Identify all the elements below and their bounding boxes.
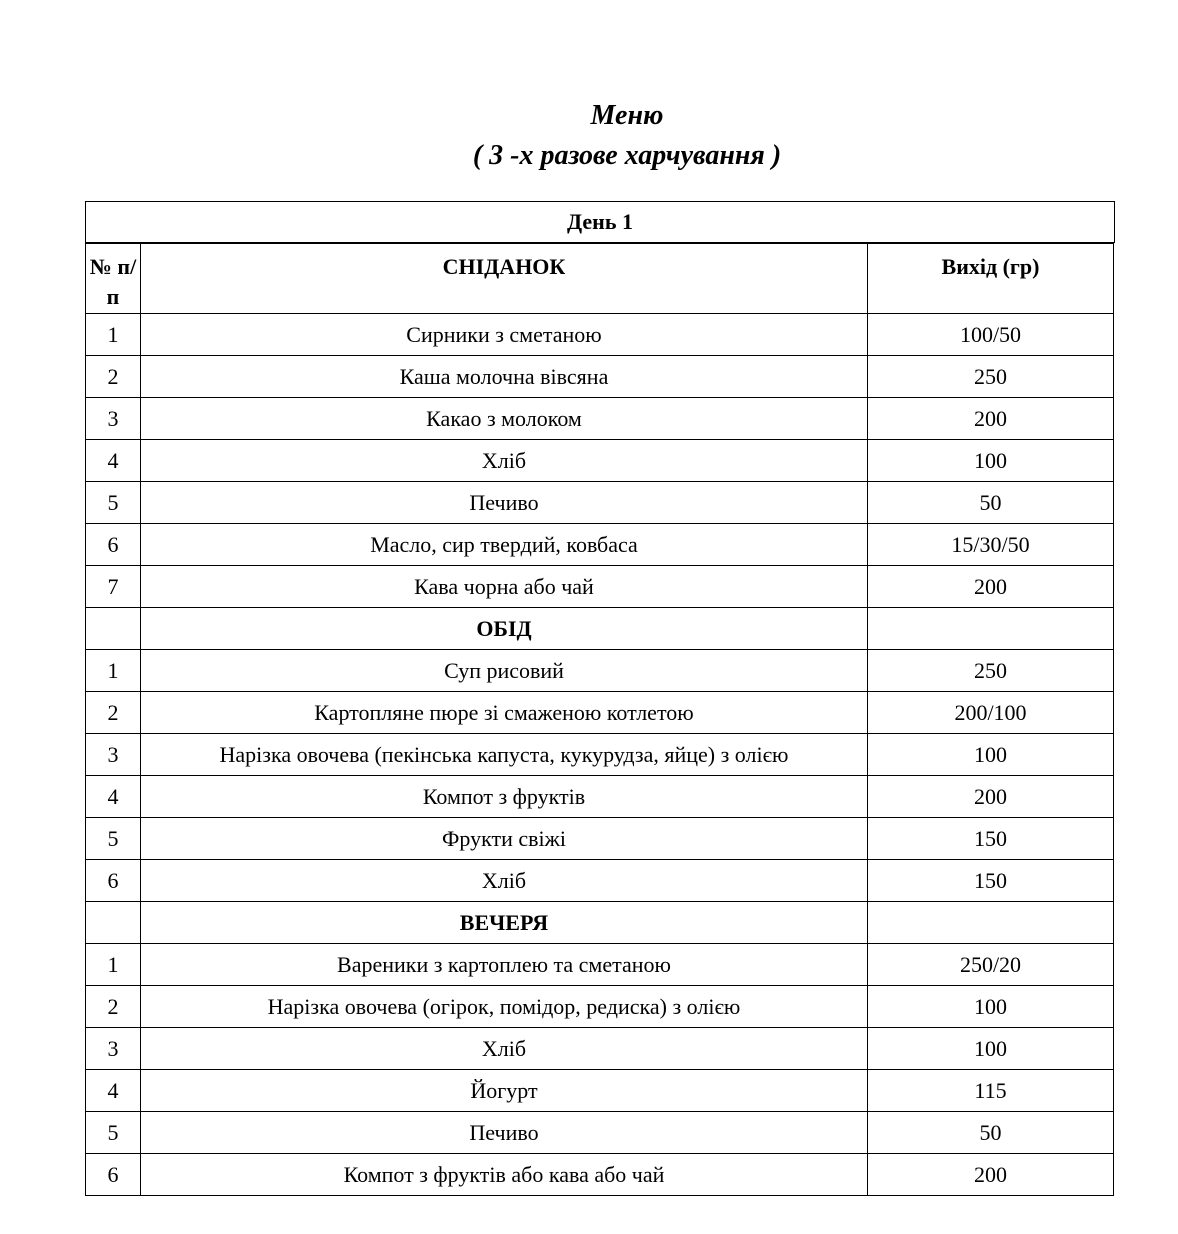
header-row [86, 244, 1114, 314]
row-num: 4 [86, 1070, 141, 1112]
row-output: 50 [868, 1112, 1114, 1154]
header-section-breakfast: СНІДАНОК [141, 244, 868, 314]
row-output: 150 [868, 860, 1114, 902]
table-row [86, 860, 1114, 902]
row-dish: Сирники з сметаною [141, 314, 868, 356]
row-num: 5 [86, 1112, 141, 1154]
row-num: 3 [86, 398, 141, 440]
row-dish: Хліб [141, 1028, 868, 1070]
title-line-meals: ( 3 -х разове харчування ) [472, 140, 782, 171]
row-dish: Йогурт [141, 1070, 868, 1112]
section-row-lunch [86, 608, 1114, 650]
table-row [86, 986, 1114, 1028]
row-num: 2 [86, 356, 141, 398]
row-dish: Суп рисовий [141, 650, 868, 692]
table-row [86, 650, 1114, 692]
table-row [86, 1070, 1114, 1112]
row-num: 7 [86, 566, 141, 608]
row-num: 1 [86, 650, 141, 692]
table-row [86, 944, 1114, 986]
row-output: 100 [868, 440, 1114, 482]
row-output: 15/30/50 [868, 524, 1114, 566]
table-row [86, 734, 1114, 776]
table-row [86, 566, 1114, 608]
day-label: День 1 [85, 201, 1115, 243]
header-num: № п/п [86, 244, 141, 314]
table-row [86, 818, 1114, 860]
row-output: 200/100 [868, 692, 1114, 734]
row-dish: Какао з молоком [141, 398, 868, 440]
row-num: 1 [86, 944, 141, 986]
table-row [86, 1154, 1114, 1196]
row-dish: Компот з фруктів [141, 776, 868, 818]
row-num: 4 [86, 776, 141, 818]
row-dish: Кава чорна або чай [141, 566, 868, 608]
table-row [86, 356, 1114, 398]
row-output: 100/50 [868, 314, 1114, 356]
section-output-empty [868, 902, 1114, 944]
table-row [86, 314, 1114, 356]
table-row [86, 482, 1114, 524]
row-dish: Каша молочна вівсяна [141, 356, 868, 398]
row-dish: Печиво [141, 1112, 868, 1154]
row-num: 2 [86, 692, 141, 734]
row-output: 250/20 [868, 944, 1114, 986]
row-num: 1 [86, 314, 141, 356]
row-output: 200 [868, 398, 1114, 440]
row-num: 5 [86, 818, 141, 860]
row-num: 3 [86, 734, 141, 776]
row-output: 100 [868, 986, 1114, 1028]
row-num: 6 [86, 1154, 141, 1196]
row-dish: Хліб [141, 440, 868, 482]
row-dish: Хліб [141, 860, 868, 902]
section-row-dinner [86, 902, 1114, 944]
row-num: 6 [86, 860, 141, 902]
row-num: 4 [86, 440, 141, 482]
title-line-menu: Меню [590, 100, 664, 131]
row-dish: Картопляне пюре зі смаженою котлетою [141, 692, 868, 734]
row-dish: Фрукти свіжі [141, 818, 868, 860]
row-output: 200 [868, 776, 1114, 818]
row-num: 3 [86, 1028, 141, 1070]
table-row [86, 692, 1114, 734]
table-row [86, 1112, 1114, 1154]
row-output: 250 [868, 356, 1114, 398]
row-num: 5 [86, 482, 141, 524]
row-output: 150 [868, 818, 1114, 860]
section-num-empty [86, 902, 141, 944]
row-dish: Компот з фруктів або кава або чай [141, 1154, 868, 1196]
section-title-dinner: ВЕЧЕРЯ [141, 902, 868, 944]
row-output: 250 [868, 650, 1114, 692]
table-row [86, 398, 1114, 440]
row-dish: Нарізка овочева (огірок, помідор, редиска) з олією [141, 986, 868, 1028]
document-title [0, 96, 1178, 176]
table-row [86, 1028, 1114, 1070]
row-output: 100 [868, 1028, 1114, 1070]
row-output: 115 [868, 1070, 1114, 1112]
table-row [86, 440, 1114, 482]
row-dish: Печиво [141, 482, 868, 524]
row-output: 50 [868, 482, 1114, 524]
row-output: 100 [868, 734, 1114, 776]
section-output-empty [868, 608, 1114, 650]
row-num: 6 [86, 524, 141, 566]
table-row [86, 776, 1114, 818]
row-num: 2 [86, 986, 141, 1028]
section-num-empty [86, 608, 141, 650]
row-dish: Вареники з картоплею та сметаною [141, 944, 868, 986]
header-output: Вихід (гр) [868, 244, 1114, 314]
row-output: 200 [868, 1154, 1114, 1196]
row-output: 200 [868, 566, 1114, 608]
section-title-lunch: ОБІД [141, 608, 868, 650]
row-dish: Масло, сир твердий, ковбаса [141, 524, 868, 566]
row-dish: Нарізка овочева (пекінська капуста, кукурудза, яйце) з олією [141, 734, 868, 776]
menu-table [85, 243, 1114, 1196]
table-row [86, 524, 1114, 566]
